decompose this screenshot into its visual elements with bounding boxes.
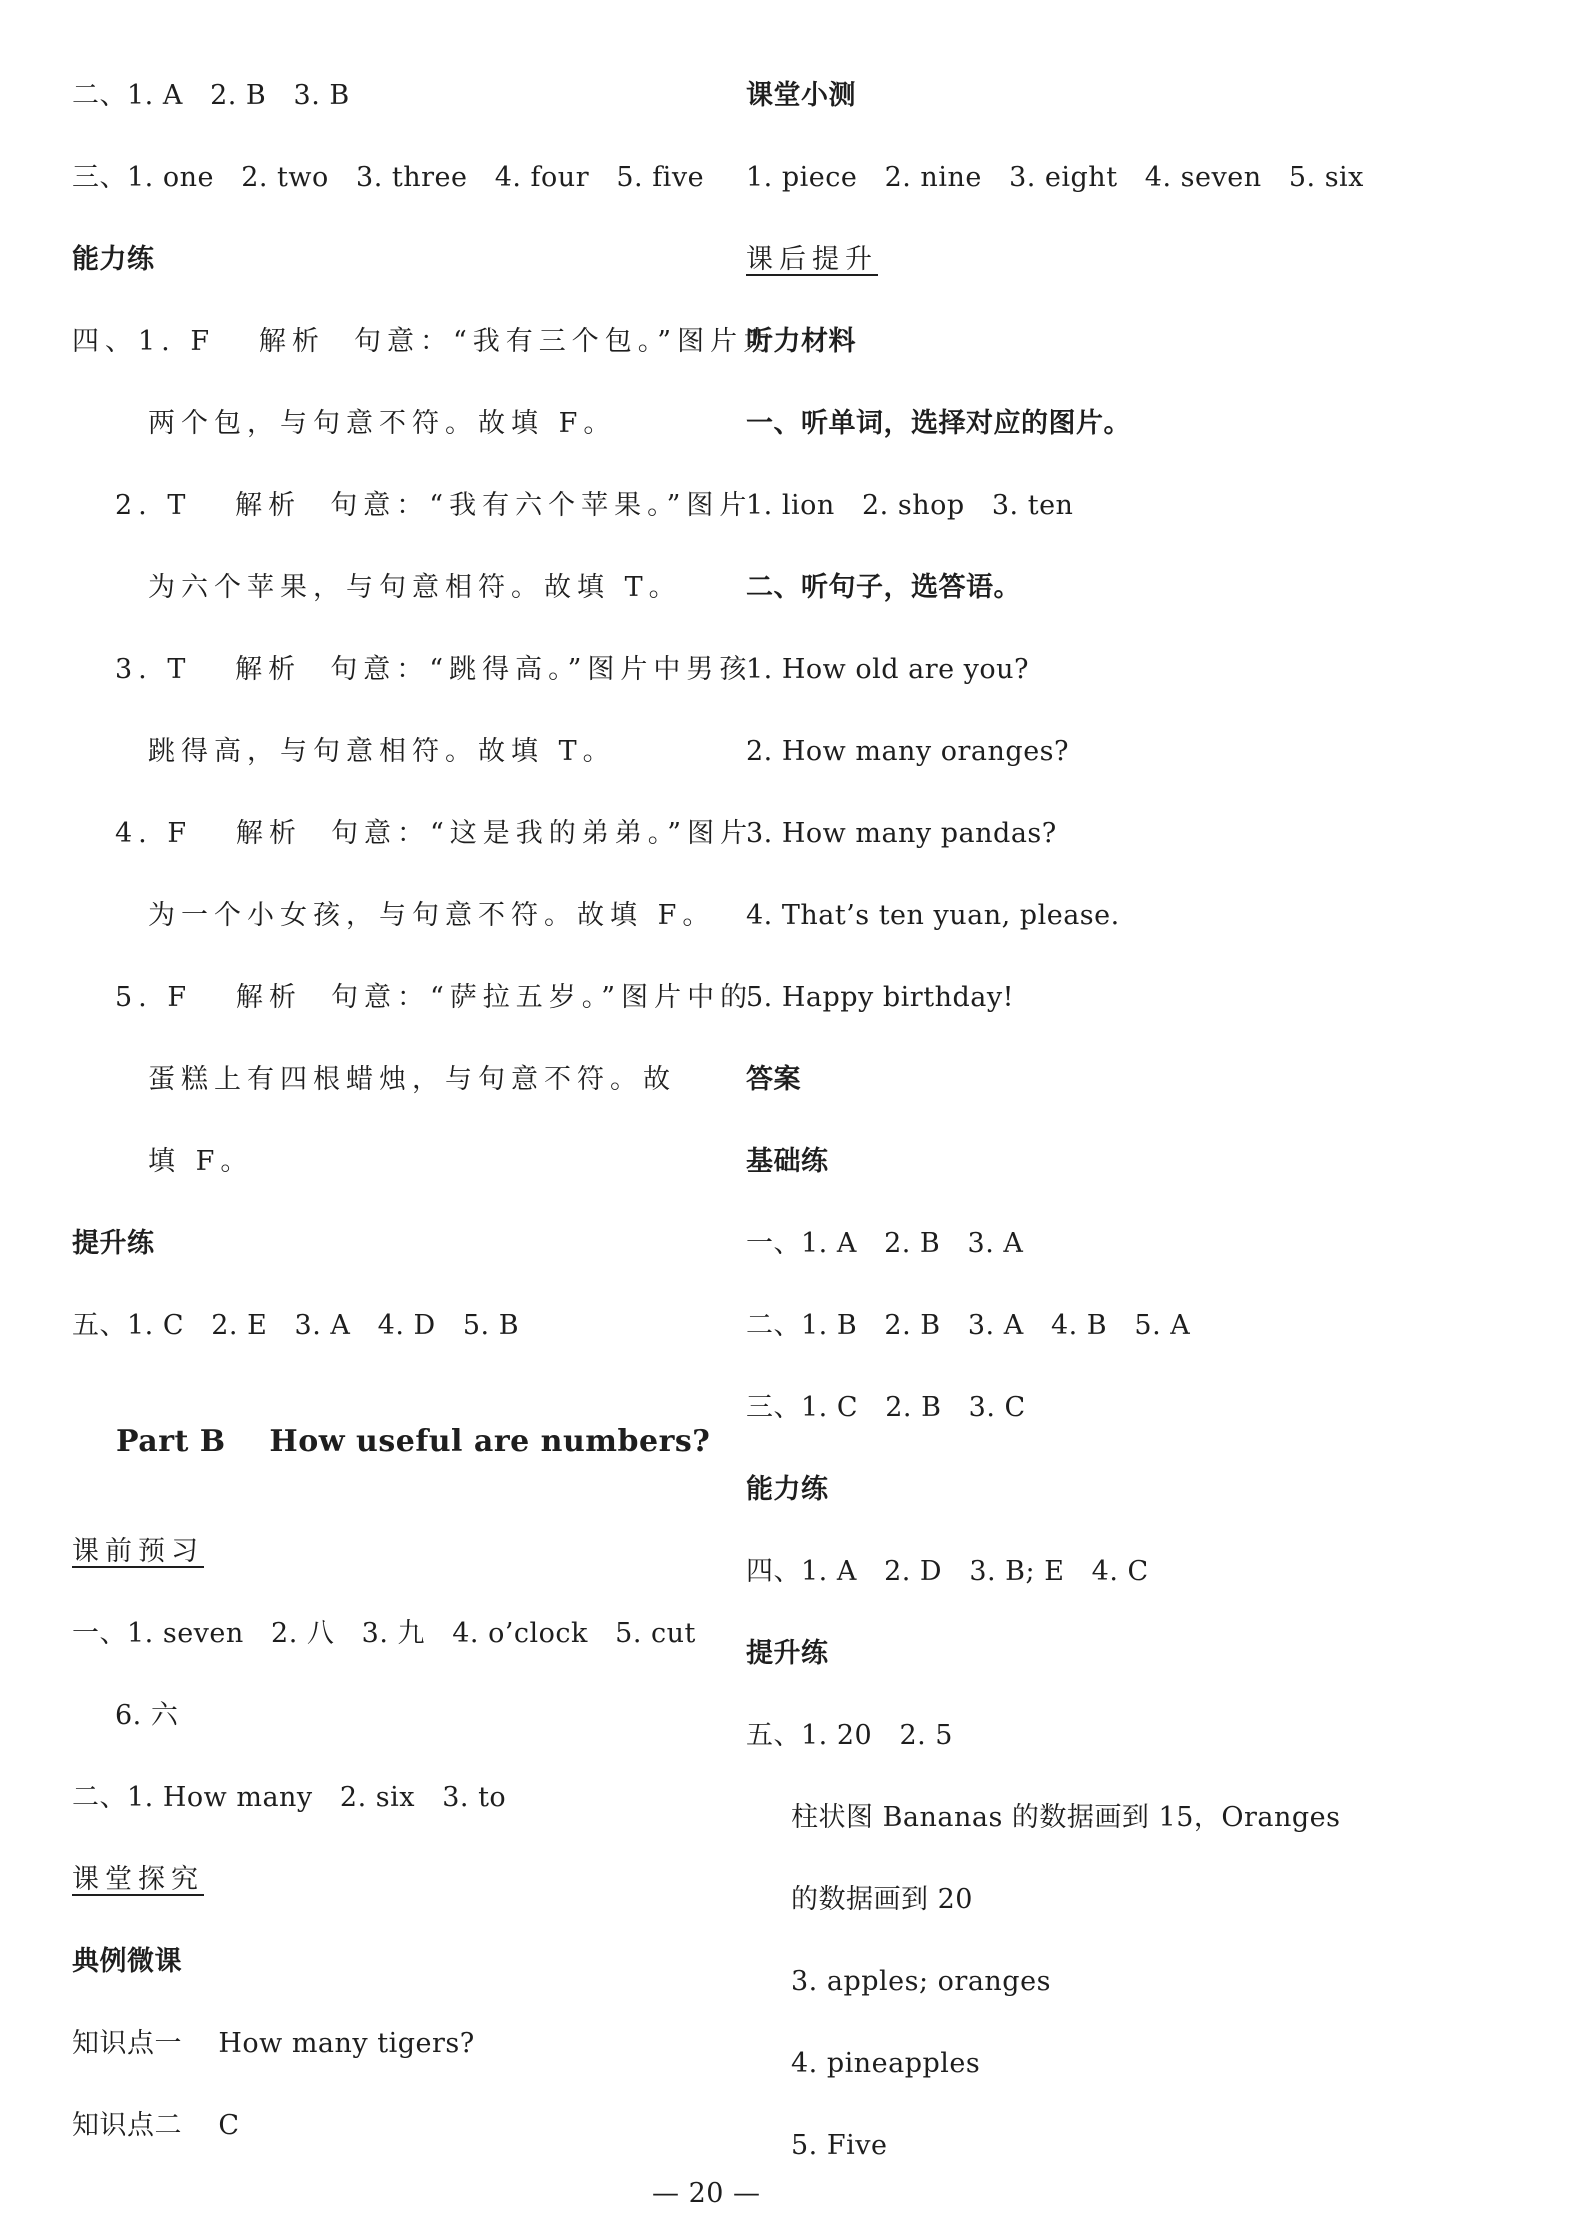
answer-line: 一、1. seven 2. 八 3. 九 4. o’clock 5. cut (72, 1618, 696, 1649)
section-heading: 典例微课 (72, 1946, 182, 1977)
answer-line: 3. apples; oranges (791, 1966, 1051, 1997)
section-heading: 一、听单词，选择对应的图片。 (746, 408, 1131, 439)
page-number: — 20 — (652, 2178, 761, 2209)
answer-line: 一、1. A 2. B 3. A (746, 1228, 1024, 1259)
answer-line: 五、1. C 2. E 3. A 4. D 5. B (72, 1310, 520, 1341)
answer-line: 1. How old are you? (746, 654, 1030, 685)
answer-line: 2. How many oranges? (746, 736, 1070, 767)
answer-line: 5. F 解析 句意：“萨拉五岁。”图片中的 (115, 982, 754, 1013)
answer-line: 四、1. F 解析 句意：“我有三个包。”图片为 (72, 326, 777, 357)
answer-line: 知识点一 How many tigers? (72, 2028, 475, 2059)
answer-line: 为一个小女孩，与句意不符。故填 F。 (148, 900, 716, 931)
section-heading: 基础练 (746, 1146, 829, 1177)
answer-line: 4. That’s ten yuan, please. (746, 900, 1120, 931)
section-heading: 课后提升 (746, 244, 878, 275)
answer-line: 5. Five (791, 2130, 888, 2161)
answer-line: 四、1. A 2. D 3. B; E 4. C (746, 1556, 1149, 1587)
answer-line: 4. pineapples (791, 2048, 981, 2079)
answer-line: 5. Happy birthday! (746, 982, 1014, 1013)
answer-line: 五、1. 20 2. 5 (746, 1720, 953, 1751)
part-title: Part B How useful are numbers? (116, 1424, 711, 1459)
answer-line: 三、1. one 2. two 3. three 4. four 5. five (72, 162, 705, 193)
section-heading: 课堂探究 (72, 1864, 204, 1895)
answer-line: 6. 六 (115, 1700, 179, 1731)
answer-line: 两个包，与句意不符。故填 F。 (148, 408, 617, 439)
section-heading: 能力练 (72, 244, 155, 275)
answer-line: 蛋糕上有四根蜡烛，与句意不符。故 (148, 1064, 676, 1095)
answer-line: 填 F。 (148, 1146, 254, 1177)
section-heading: 课前预习 (72, 1536, 204, 1567)
answer-line: 柱状图 Bananas 的数据画到 15，Oranges (791, 1802, 1341, 1833)
section-heading: 提升练 (746, 1638, 829, 1669)
answer-line: 3. T 解析 句意：“跳得高。”图片中男孩 (115, 654, 753, 685)
answer-line: 二、1. A 2. B 3. B (72, 80, 350, 111)
section-heading: 二、听句子，选答语。 (746, 572, 1021, 603)
answer-line: 3. How many pandas? (746, 818, 1057, 849)
answer-line: 知识点二 C (72, 2110, 240, 2141)
answer-line: 1. piece 2. nine 3. eight 4. seven 5. six (746, 162, 1364, 193)
answer-line: 1. lion 2. shop 3. ten (746, 490, 1074, 521)
section-heading: 能力练 (746, 1474, 829, 1505)
section-heading: 课堂小测 (746, 80, 856, 111)
answer-line: 二、1. B 2. B 3. A 4. B 5. A (746, 1310, 1191, 1341)
answer-line: 跳得高，与句意相符。故填 T。 (148, 736, 616, 767)
section-heading: 提升练 (72, 1228, 155, 1259)
answer-line: 4. F 解析 句意：“这是我的弟弟。”图片 (115, 818, 754, 849)
answer-line: 的数据画到 20 (791, 1884, 973, 1915)
answer-line: 三、1. C 2. B 3. C (746, 1392, 1026, 1423)
answer-line: 为六个苹果，与句意相符。故填 T。 (148, 572, 682, 603)
section-heading: 听力材料 (746, 326, 856, 357)
answer-line: 2. T 解析 句意：“我有六个苹果。”图片 (115, 490, 753, 521)
answer-line: 二、1. How many 2. six 3. to (72, 1782, 507, 1813)
section-heading: 答案 (746, 1064, 801, 1095)
